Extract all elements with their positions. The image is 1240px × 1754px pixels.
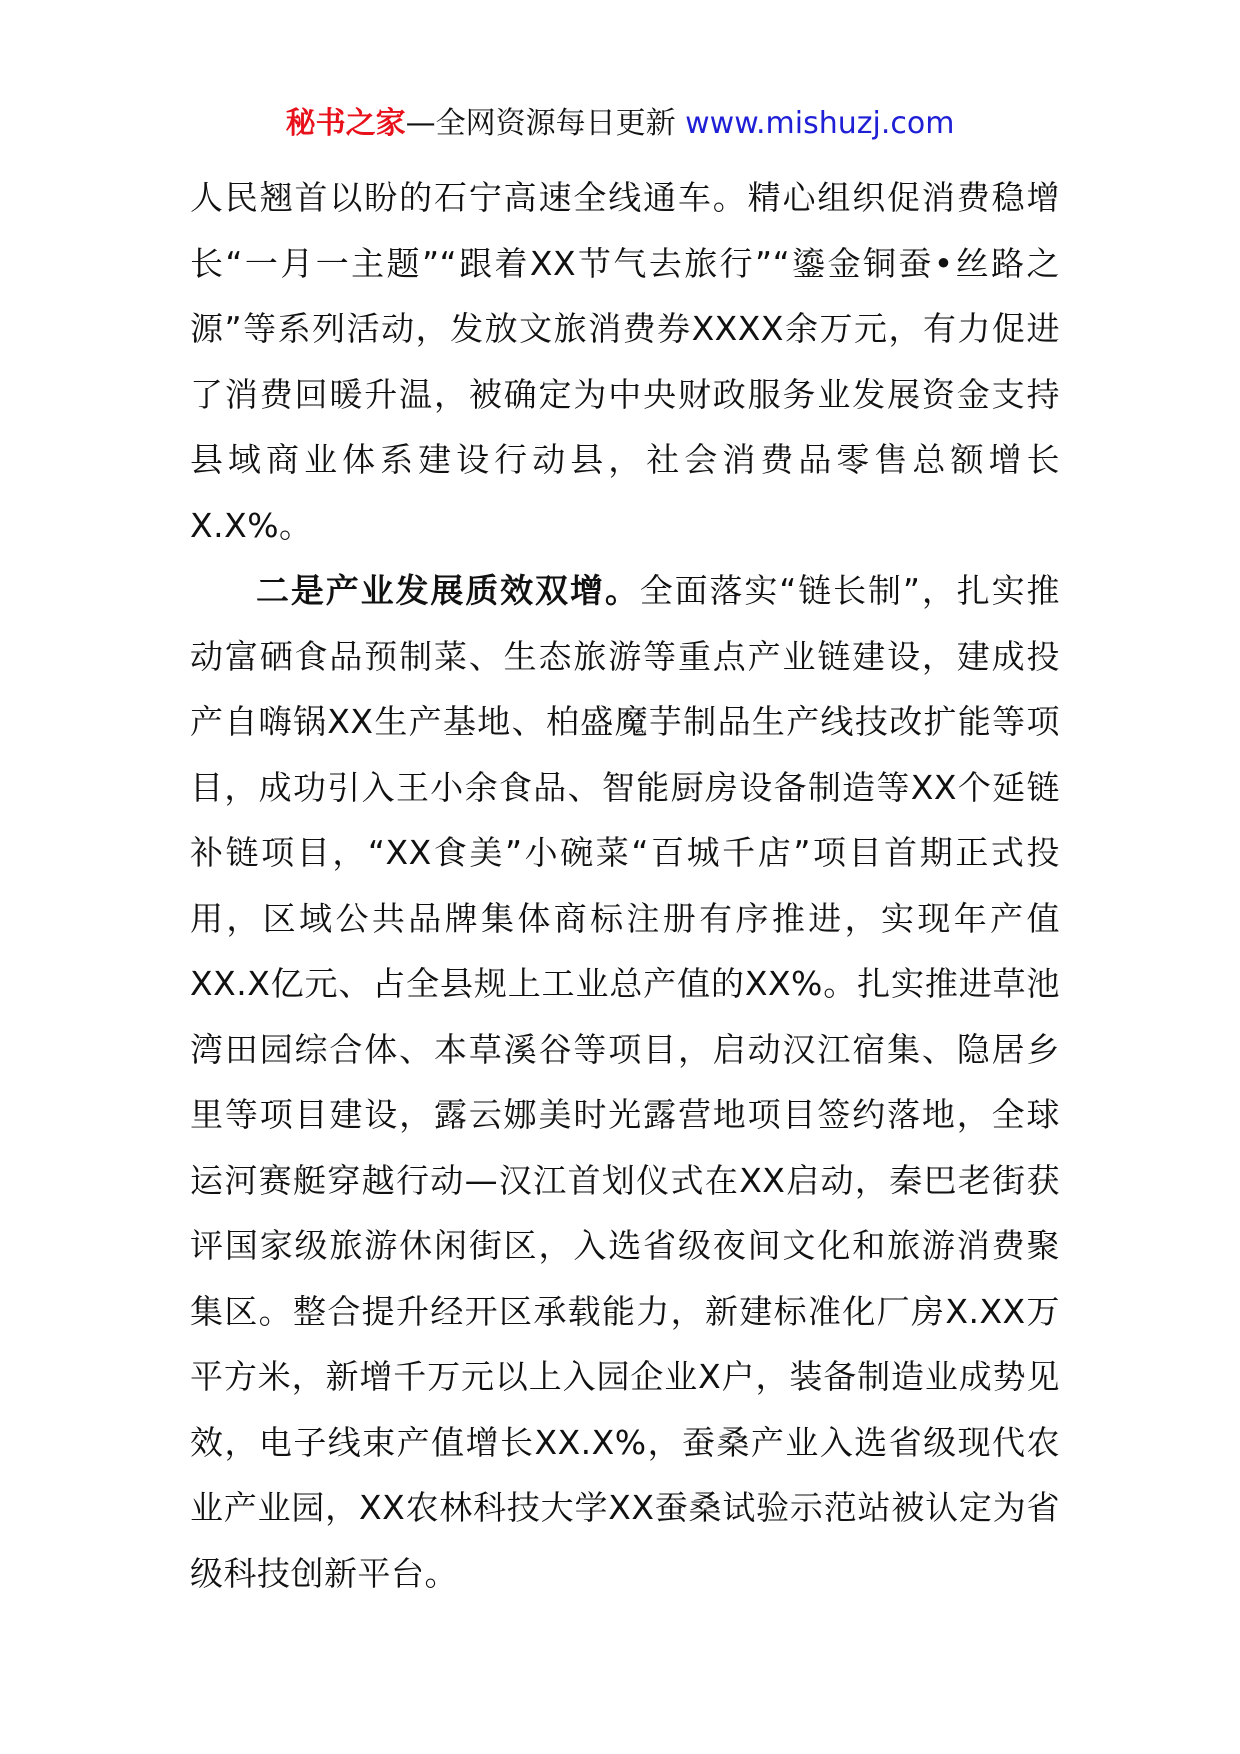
paragraph-2 [190,558,1060,1606]
header-brand: 秘书之家 [285,106,406,141]
paragraph-2-text: 全面落实“链长制”，扎实推动富硒食品预制菜、生态旅游等重点产业链建设，建成投产自嗨锅XX生产基地、柏盛魔芋制品生产线技改扩能等项目，成功引入王小余食品、智能厨房设备制造等XX个延链补链项目，“XX食美”小碗菜“百城千店”项目首期正式投用，区域公共品牌集体商标注册有序推进，实现年产值XX.X亿元、占全县规上工业总产值的XX%。扎实推进草池湾田园综合体、本草溪谷等项目，启动汉江宿集、隐居乡里等项目建设，露云娜美时光露营地项目签约落地，全球运河赛艇穿越行动—汉江首划仪式在XX启动，秦巴老街获评国家级旅游休闲街区，入选省级夜间文化和旅游消费聚集区。整合提升经开区承载能力，新建标准化厂房X.XX万平方米，新增千万元以上入园企业X户，装备制造业成势见效，电子线束产值增长XX.X%，蚕桑产业入选省级现代农业产业园，XX农林科技大学XX蚕桑试验示范站被认定为省级科技创新平台。 [190,571,1061,1593]
paragraph-1 [190,165,1060,558]
page-header [0,104,1240,144]
paragraph-1-text: 人民翘首以盼的石宁高速全线通车。精心组织促消费稳增长“一月一主题”“跟着XX节气去旅行”“鎏金铜蚕•丝路之源”等系列活动，发放文旅消费券XXXX余万元，有力促进了消费回暖升温，被确定为中央财政服务业发展资金支持县域商业体系建设行动县，社会消费品零售总额增长X.X%。 [190,178,1060,545]
header-slogan: —全网资源每日更新 [405,106,686,141]
document-body [190,165,1060,1606]
header-url-link[interactable]: www.mishuzj.com [685,106,955,141]
paragraph-2-lead: 二是产业发展质效双增。 [256,571,640,610]
